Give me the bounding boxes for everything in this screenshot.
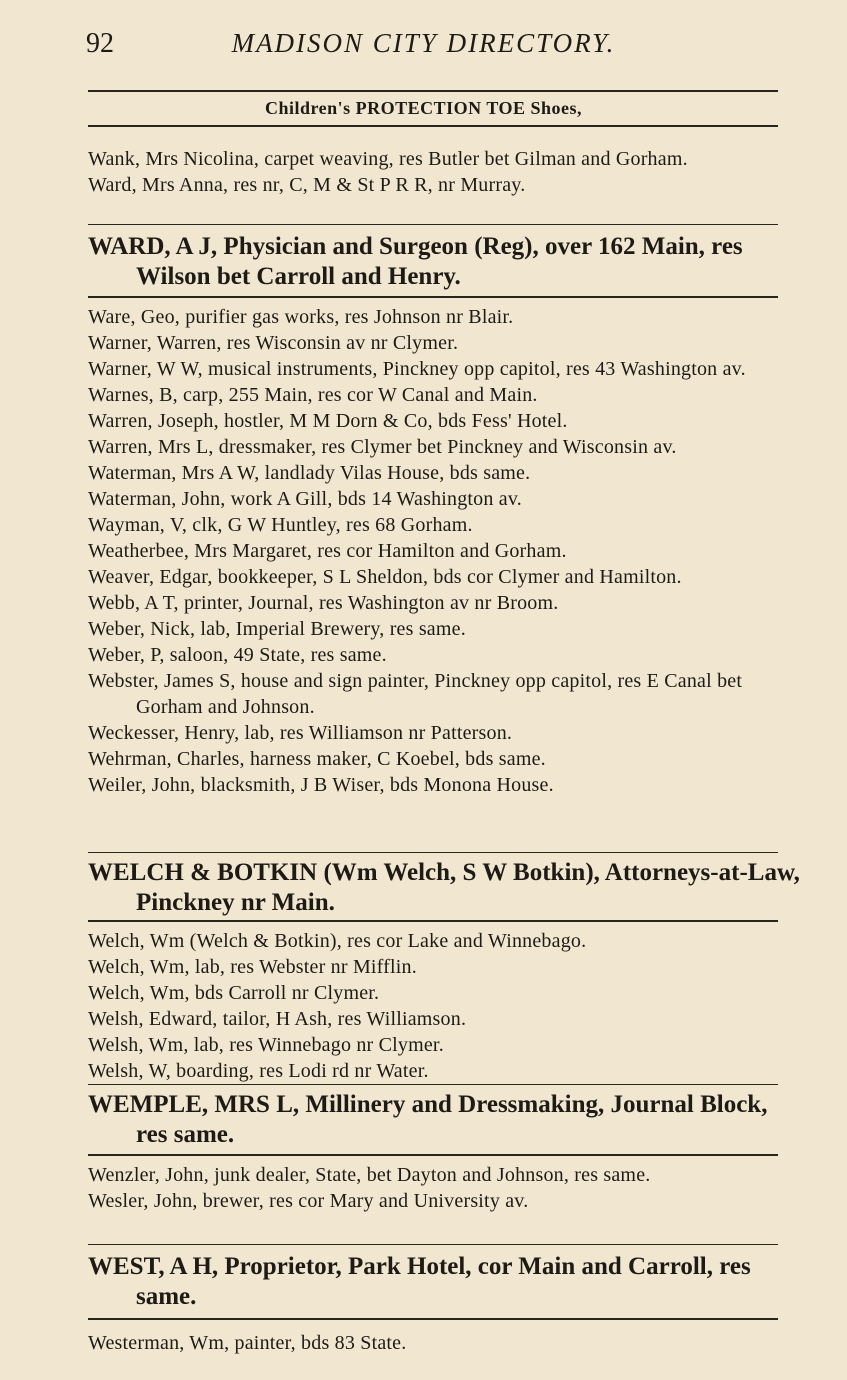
display-ad — [88, 1252, 800, 1312]
section-rule — [88, 1154, 778, 1156]
directory-entry: Wenzler, John, junk dealer, State, bet Dayton and Johnson, res same. — [88, 1164, 651, 1186]
display-ad-text: WEST, A H, Proprietor, Park Hotel, cor Main and Carroll, res same. — [88, 1253, 751, 1310]
directory-entry: Welch, Wm (Welch & Botkin), res cor Lake and Winnebago. — [88, 930, 587, 952]
display-ad — [88, 232, 800, 292]
directory-entry: Welch, Wm, lab, res Webster nr Mifflin. — [88, 956, 417, 978]
section-rule — [88, 920, 778, 922]
entry-group — [88, 1162, 800, 1214]
directory-entry: Welch, Wm, bds Carroll nr Clymer. — [88, 982, 380, 1004]
directory-entry: Wayman, V, clk, G W Huntley, res 68 Gorham. — [88, 514, 473, 536]
directory-entry: Welsh, Wm, lab, res Winnebago nr Clymer. — [88, 1034, 444, 1056]
directory-entry: Warner, W W, musical instruments, Pinckney opp capitol, res 43 Washington av. — [88, 358, 746, 380]
directory-entry: Welsh, Edward, tailor, H Ash, res Williamson. — [88, 1008, 467, 1030]
running-head: MADISON CITY DIRECTORY. — [231, 28, 616, 58]
section-rule — [88, 224, 778, 225]
directory-entry: Weaver, Edgar, bookkeeper, S L Sheldon, bds cor Clymer and Hamilton. — [88, 566, 682, 588]
directory-entry: Webb, A T, printer, Journal, res Washington av nr Broom. — [88, 592, 559, 614]
directory-entry: Wank, Mrs Nicolina, carpet weaving, res Butler bet Gilman and Gorham. — [88, 148, 688, 170]
directory-entry: Webster, James S, house and sign painter, Pinckney opp capitol, res E Canal bet Gorham and Johnson. — [88, 670, 743, 718]
directory-entry: Westerman, Wm, painter, bds 83 State. — [88, 1332, 407, 1354]
directory-entry: Weber, Nick, lab, Imperial Brewery, res same. — [88, 618, 466, 640]
directory-entry: Warnes, B, carp, 255 Main, res cor W Canal and Main. — [88, 384, 538, 406]
directory-entry: Wesler, John, brewer, res cor Mary and University av. — [88, 1190, 529, 1212]
section-rule — [88, 1244, 778, 1245]
directory-entry: Weatherbee, Mrs Margaret, res cor Hamilton and Gorham. — [88, 540, 567, 562]
display-ad — [88, 858, 800, 918]
display-ad — [88, 1090, 800, 1150]
section-rule — [88, 1084, 778, 1085]
directory-entry: Wehrman, Charles, harness maker, C Koebel, bds same. — [88, 748, 546, 770]
display-ad-text: WARD, A J, Physician and Surgeon (Reg), over 162 Main, res Wilson bet Carroll and Henry. — [88, 233, 743, 290]
display-ad-text: WELCH & BOTKIN (Wm Welch, S W Botkin), Attorneys-at-Law, Pinckney nr Main. — [88, 859, 800, 916]
directory-entry: Waterman, Mrs A W, landlady Vilas House, bds same. — [88, 462, 531, 484]
directory-entry: Weckesser, Henry, lab, res Williamson nr Patterson. — [88, 722, 513, 744]
banner-rule-bottom — [88, 125, 778, 127]
directory-entry: Warner, Warren, res Wisconsin av nr Clymer. — [88, 332, 459, 354]
entry-group — [88, 146, 800, 198]
directory-entry: Warren, Joseph, hostler, M M Dorn & Co, bds Fess' Hotel. — [88, 410, 568, 432]
directory-entry: Ward, Mrs Anna, res nr, C, M & St P R R, nr Murray. — [88, 174, 526, 196]
page-number: 92 — [86, 28, 114, 59]
entry-group — [88, 304, 800, 798]
entry-group — [88, 928, 800, 1084]
directory-entry: Weiler, John, blacksmith, J B Wiser, bds Monona House. — [88, 774, 554, 796]
banner-rule-top — [88, 90, 778, 92]
section-rule — [88, 296, 778, 298]
directory-entry: Welsh, W, boarding, res Lodi rd nr Water. — [88, 1060, 429, 1082]
directory-entry: Ware, Geo, purifier gas works, res Johnson nr Blair. — [88, 306, 514, 328]
directory-entry: Warren, Mrs L, dressmaker, res Clymer bet Pinckney and Wisconsin av. — [88, 436, 677, 458]
entry-group — [88, 1330, 800, 1356]
section-rule — [88, 852, 778, 853]
directory-entry: Waterman, John, work A Gill, bds 14 Washington av. — [88, 488, 522, 510]
directory-entry: Weber, P, saloon, 49 State, res same. — [88, 644, 387, 666]
section-rule — [88, 1318, 778, 1320]
display-ad-text: WEMPLE, MRS L, Millinery and Dressmaking, Journal Block, res same. — [88, 1091, 768, 1148]
banner: Children's PROTECTION TOE Shoes, — [264, 98, 583, 118]
